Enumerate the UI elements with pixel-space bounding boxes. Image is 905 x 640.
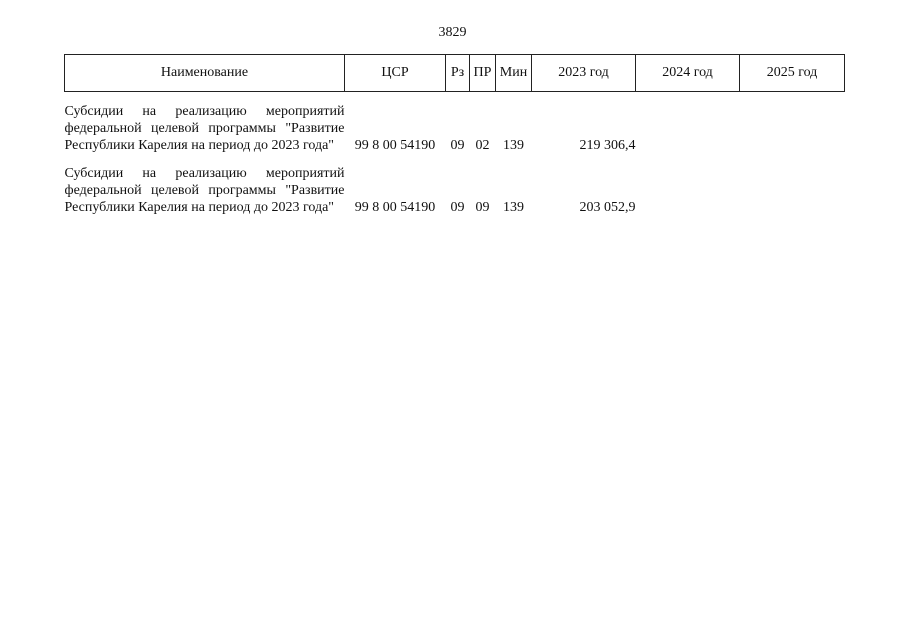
- row-rz: 09: [450, 138, 465, 153]
- row-csr: 99 8 00 54190: [354, 200, 436, 215]
- header-min: Мин: [496, 55, 532, 92]
- row-2025: [740, 103, 845, 154]
- row-csr: 99 8 00 54190: [354, 138, 436, 153]
- row-min: 139: [503, 138, 524, 153]
- header-2024: 2024 год: [636, 55, 740, 92]
- header-pr: ПР: [470, 55, 496, 92]
- row-2023: 203 052,9: [579, 200, 636, 215]
- row-rz: 09: [450, 200, 465, 215]
- budget-table: [64, 54, 845, 216]
- row-name: Субсидии на реализацию мероприятий федеральной целевой программы "Развитие Республики Карелия на период до 2023 года": [64, 166, 345, 215]
- row-pr: 09: [475, 200, 490, 215]
- header-name: Наименование: [65, 55, 345, 92]
- header-rz: Рз: [446, 55, 470, 92]
- row-2024: [636, 103, 740, 154]
- table-row: [65, 103, 845, 154]
- row-min: 139: [503, 200, 524, 215]
- row-2024: [636, 165, 740, 216]
- header-2023: 2023 год: [532, 55, 636, 92]
- row-2025: [740, 165, 845, 216]
- page-number: 3829: [438, 25, 467, 40]
- header-2025: 2025 год: [740, 55, 845, 92]
- header-csr: ЦСР: [345, 55, 446, 92]
- row-name: Субсидии на реализацию мероприятий федеральной целевой программы "Развитие Республики Карелия на период до 2023 года": [64, 104, 345, 153]
- row-2023: 219 306,4: [579, 138, 636, 153]
- row-pr: 02: [475, 138, 490, 153]
- table-row: [65, 165, 845, 216]
- table-header-row: [65, 55, 845, 92]
